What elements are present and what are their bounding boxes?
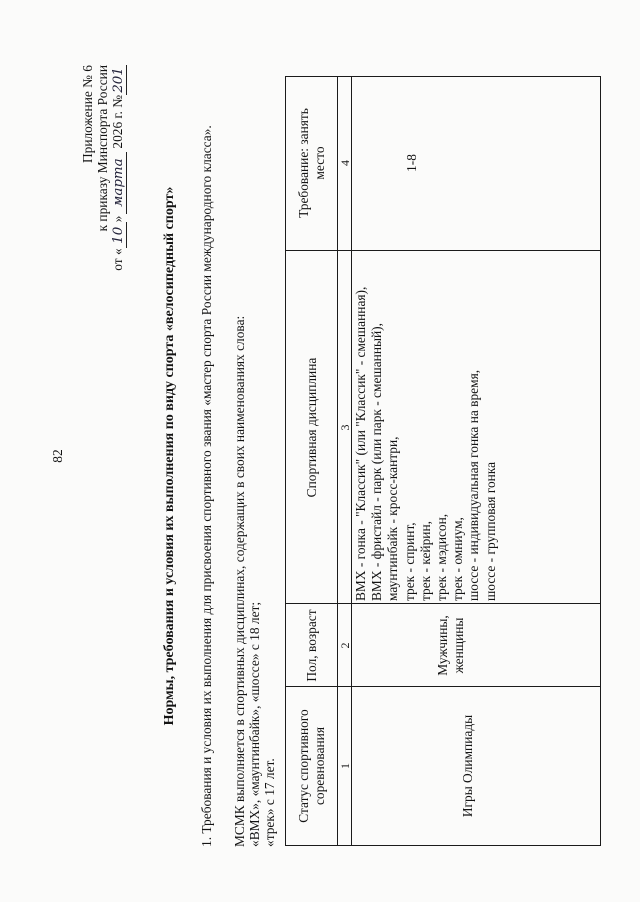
handwritten-day: 10 — [111, 222, 127, 248]
discipline-item: трек - мэдисон, — [434, 513, 450, 601]
rotated-sheet — [40, 31, 600, 881]
page-number: 82 — [50, 449, 65, 463]
table-rule — [286, 250, 600, 251]
appendix-order: к приказу Минспорта России — [95, 65, 110, 232]
requirements-table — [285, 76, 601, 846]
row-disciplines — [353, 287, 499, 601]
column-number: 2 — [338, 642, 352, 649]
year-label: 2026 г. № — [110, 95, 125, 149]
discipline-item: трек - спринт, — [401, 522, 417, 601]
column-number: 1 — [338, 763, 352, 769]
header-status: Статус спортивного соревнования — [296, 709, 327, 823]
handwritten-month: марта — [111, 152, 127, 214]
discipline-item: маунтинбайк - кросс-кантри, — [385, 436, 401, 601]
note-line-1: МСМК выполняется в спортивных дисциплинах, содержащих в своих наименованиях слова: — [232, 315, 247, 847]
document-title: Нормы, требования и условия их выполнения по виду спорта «велосипедный спорт» — [162, 186, 177, 726]
section-1-heading: 1. Требования и условия их выполнения для присвоения спортивного звания «мастер спорта России международного класса». — [199, 125, 214, 847]
date-prefix: от « — [110, 248, 125, 271]
appendix-block — [80, 65, 127, 385]
row-gender-age: Мужчины, женщины — [435, 615, 466, 676]
column-number: 4 — [338, 160, 352, 166]
discipline-item: трек - омниум, — [450, 517, 466, 601]
date-close: » — [110, 215, 125, 223]
note-line-2: «BMX», «маунтинбайк», «шоссе» с 18 лет; — [247, 601, 262, 847]
handwritten-number: 201 — [111, 65, 127, 95]
header-gender-age: Пол, возраст — [304, 609, 319, 682]
discipline-item: BMX - фристайл - парк (или парк - смешанный), — [369, 323, 385, 601]
row-place: 1-8 — [404, 154, 419, 172]
appendix-date-line — [110, 65, 127, 385]
table-rule — [286, 686, 600, 687]
header-place: Требование: занять место — [296, 108, 327, 218]
discipline-item: BMX - гонка - "Классик" (или "Классик" - смешанная), — [353, 286, 368, 601]
column-number: 3 — [338, 424, 352, 431]
appendix-title: Приложение № 6 — [80, 65, 95, 164]
table-rule — [286, 603, 600, 604]
header-discipline: Спортивная дисциплина — [304, 357, 319, 498]
discipline-item: шоссе - индивидуальная гонка на время, — [466, 369, 482, 601]
discipline-item: трек - кейрин, — [417, 521, 433, 601]
note-line-3: «трек» с 17 лет. — [262, 758, 277, 847]
discipline-item: шоссе - групповая гонка — [482, 461, 498, 601]
row-status: Игры Олимпиады — [460, 714, 475, 818]
